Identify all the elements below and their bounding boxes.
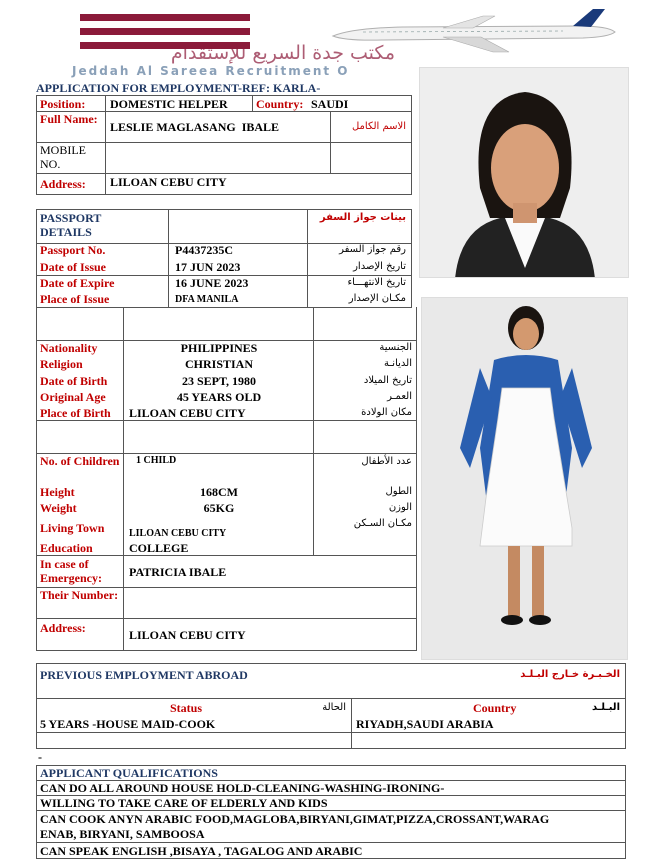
fullname-arabic: الاسم الكامل [351, 121, 406, 132]
their-number-label: Their Number: [40, 588, 119, 602]
weight-value: 65KG [203, 501, 235, 515]
original-age-arabic: العمـر [387, 391, 412, 402]
education-label: Education [40, 541, 93, 555]
applicant-headshot-photo [419, 67, 629, 278]
date-of-birth-arabic: تاريخ الميلاد [363, 375, 412, 386]
place-of-issue-label: Place of Issue [40, 292, 110, 306]
separator-dash: - [38, 750, 42, 764]
application-title: APPLICATION FOR EMPLOYMENT-REF: KARLA- [36, 81, 321, 95]
nationality-value: PHILIPPINES [180, 341, 258, 355]
qualification-item: CAN COOK ANYN ARABIC FOOD,MAGLOBA,BIRYANI,GIMAT,PIZZA,CROSSANT,WARAG [40, 812, 550, 826]
applicant-fullbody-photo [421, 297, 628, 660]
religion-value: CHRISTIAN [184, 357, 253, 371]
living-town-label: Living Town [40, 521, 105, 535]
address-label: Address: [40, 177, 86, 191]
place-of-birth-label: Place of Birth [40, 406, 111, 420]
date-of-expire-label: Date of Expire [40, 276, 115, 290]
previous-country-value: RIYADH,SAUDI ARABIA [356, 717, 494, 731]
nationality-arabic: الجنسية [379, 342, 412, 353]
date-of-birth-value: 23 SEPT, 1980 [181, 374, 257, 388]
date-of-birth-label: Date of Birth [40, 374, 108, 388]
date-of-expire-arabic: تاريخ الانتهـــاء [347, 277, 406, 288]
living-town-arabic: مكـان السـكن [353, 518, 412, 529]
date-of-expire-value: 16 JUNE 2023 [175, 276, 249, 290]
passport-heading: PASSPORT DETAILS [40, 211, 102, 239]
date-of-issue-arabic: تاريخ الإصدار [353, 261, 406, 272]
original-age-label: Original Age [40, 390, 106, 404]
qualification-item: CAN DO ALL AROUND HOUSE HOLD-CLEANING-WASHING-IRONING- [40, 781, 445, 795]
religion-arabic: الديانـة [384, 358, 412, 369]
logo-arabic-text: مكتب جدة السريع للإستقدام [170, 42, 396, 64]
status-column-arabic: الحالة [322, 702, 346, 713]
emergency-label: In case of Emergency: [40, 557, 102, 585]
passport-heading-arabic: بينات جواز السفر [319, 212, 406, 223]
status-column-label: Status [170, 701, 203, 715]
passport-no-label: Passport No. [40, 243, 106, 257]
passport-no-value: P4437235C [175, 243, 233, 257]
address-2-value: LILOAN CEBU CITY [129, 628, 246, 642]
living-town-value: LILOAN CEBU CITY [129, 528, 227, 539]
children-value: 1 CHILD [136, 455, 177, 466]
passport-no-arabic: رقم جواز السفر [339, 244, 406, 255]
education-value: COLLEGE [129, 541, 189, 555]
nationality-label: Nationality [40, 341, 98, 355]
height-label: Height [40, 485, 75, 499]
place-of-birth-arabic: مكان الولادة [361, 407, 412, 418]
address-2-label: Address: [40, 621, 86, 635]
mobile-label: MOBILE NO. [40, 143, 86, 171]
place-of-birth-value: LILOAN CEBU CITY [129, 406, 246, 420]
logo-stripe [80, 28, 250, 35]
children-label: No. of Children [40, 454, 120, 468]
emergency-value: PATRICIA IBALE [129, 565, 227, 579]
country-label: Country: [256, 97, 304, 111]
country-value: SAUDI [311, 97, 349, 111]
fullname-label: Full Name: [40, 112, 98, 126]
address-value: LILOAN CEBU CITY [110, 175, 227, 189]
country-column-arabic: البـلـد [592, 702, 620, 713]
qualification-item: WILLING TO TAKE CARE OF ELDERLY AND KIDS [40, 796, 328, 810]
height-value: 168CM [200, 485, 238, 499]
date-of-issue-value: 17 JUN 2023 [175, 260, 241, 274]
place-of-issue-arabic: مكـان الإصدار [348, 293, 406, 304]
previous-employment-heading-arabic: الخـبـرة خـارج البـلـد [520, 669, 620, 680]
fullname-value: LESLIE MAGLASANG IBALE [110, 120, 280, 134]
children-arabic: عدد الأطفال [361, 456, 412, 467]
logo-stripe [80, 14, 250, 21]
position-value: DOMESTIC HELPER [110, 97, 228, 111]
country-column-label: Country [473, 701, 517, 715]
date-of-issue-label: Date of Issue [40, 260, 106, 274]
qualifications-heading: APPLICANT QUALIFICATIONS [40, 766, 218, 780]
qualification-item: CAN SPEAK ENGLISH ,BISAYA , TAGALOG AND ARABIC [40, 844, 363, 858]
place-of-issue-value: DFA MANILA [175, 294, 239, 305]
weight-arabic: الوزن [388, 502, 412, 513]
logo-english-text: Jeddah Al Sareea Recruitment O [72, 64, 350, 78]
previous-status-value: 5 YEARS -HOUSE MAID-COOK [40, 717, 216, 731]
weight-label: Weight [40, 501, 77, 515]
height-arabic: الطول [385, 486, 412, 497]
previous-employment-heading: PREVIOUS EMPLOYMENT ABROAD [40, 668, 248, 682]
original-age-value: 45 YEARS OLD [176, 390, 262, 404]
religion-label: Religion [40, 357, 83, 371]
position-label: Position: [40, 97, 86, 111]
qualification-item: ENAB, BIRYANI, SAMBOOSA [40, 827, 205, 841]
